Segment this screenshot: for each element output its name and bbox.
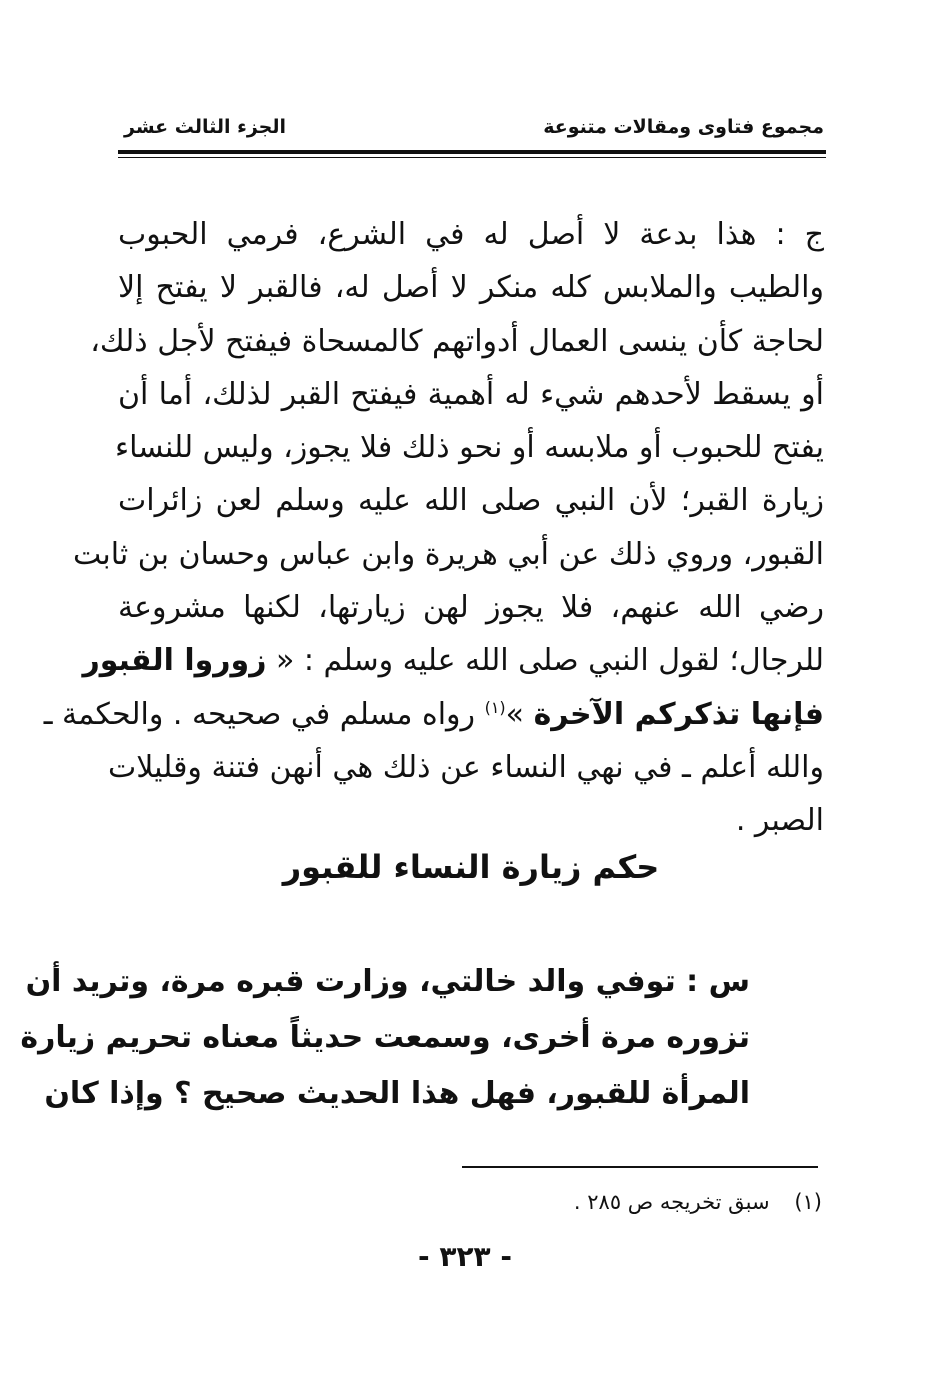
question-line: س : توفي والد خالتي، وزارت قبره مرة، وتريد أن — [25, 964, 750, 999]
hadith-text: فإنها تذكركم الآخرة — [533, 696, 824, 732]
answer-line: رضي الله عنهم، فلا يجوز لهن زيارتها، لكنها مشروعة — [118, 590, 824, 626]
footnote-reference: (١) — [484, 697, 506, 717]
question-line: تزوره مرة أخرى، وسمعت حديثاً معناه تحريم زيارة — [20, 1020, 750, 1055]
question-paragraph — [20, 954, 750, 1122]
answer-line: الصبر . — [735, 803, 824, 839]
header-rule-thin — [118, 157, 826, 158]
footnote — [300, 1190, 822, 1214]
answer-text: رواه مسلم في صحيحه . والحكمة ـ — [43, 696, 476, 732]
quote-close: » — [505, 696, 525, 732]
volume-label: الجزء الثالث عشر — [124, 116, 287, 138]
footnote-text: سبق تخريجه ص ٢٨٥ . — [573, 1190, 770, 1214]
answer-line: أو يسقط لأحدهم شيء له أهمية فيفتح القبر لذلك، أما أن — [118, 376, 824, 412]
footnote-number: (١) — [794, 1190, 822, 1214]
answer-line-hadith-end — [43, 688, 824, 741]
section-title: حكم زيارة النساء للقبور — [282, 848, 660, 886]
answer-line: لحاجة كأن ينسى العمال أدواتهم كالمسحاة فيفتح لأجل ذلك، — [90, 323, 824, 359]
answer-text: للرجال؛ لقول النبي صلى الله عليه وسلم : « — [276, 643, 824, 679]
running-header — [118, 116, 824, 146]
question-line: المرأة للقبور، فهل هذا الحديث صحيح ؟ وإذا كان — [44, 1076, 750, 1111]
header-rule-thick — [118, 150, 826, 154]
answer-line: والله أعلم ـ في نهي النساء عن ذلك هي أنهن فتنة وقليلات — [107, 749, 824, 785]
page-number: - ٣٢٣ - — [417, 1240, 513, 1273]
answer-line: ج : هذا بدعة لا أصل له في الشرع، فرمي الحبوب — [118, 217, 824, 252]
answer-paragraph — [43, 208, 824, 848]
answer-line-hadith-start — [82, 634, 824, 687]
answer-line: القبور، وروي ذلك عن أبي هريرة وابن عباس وحسان بن ثابت — [72, 536, 824, 572]
answer-line: يفتح للحبوب أو ملابسه أو نحو ذلك فلا يجوز، وليس للنساء — [114, 430, 824, 466]
book-title: مجموع فتاوى ومقالات متنوعة — [543, 116, 824, 138]
answer-line: زيارة القبر؛ لأن النبي صلى الله عليه وسلم لعن زائرات — [118, 483, 824, 519]
hadith-text: زوروا القبور — [82, 643, 267, 679]
footnote-separator — [462, 1166, 818, 1168]
answer-line: والطيب والملابس كله منكر لا أصل له، فالقبر لا يفتح إلا — [118, 270, 824, 306]
